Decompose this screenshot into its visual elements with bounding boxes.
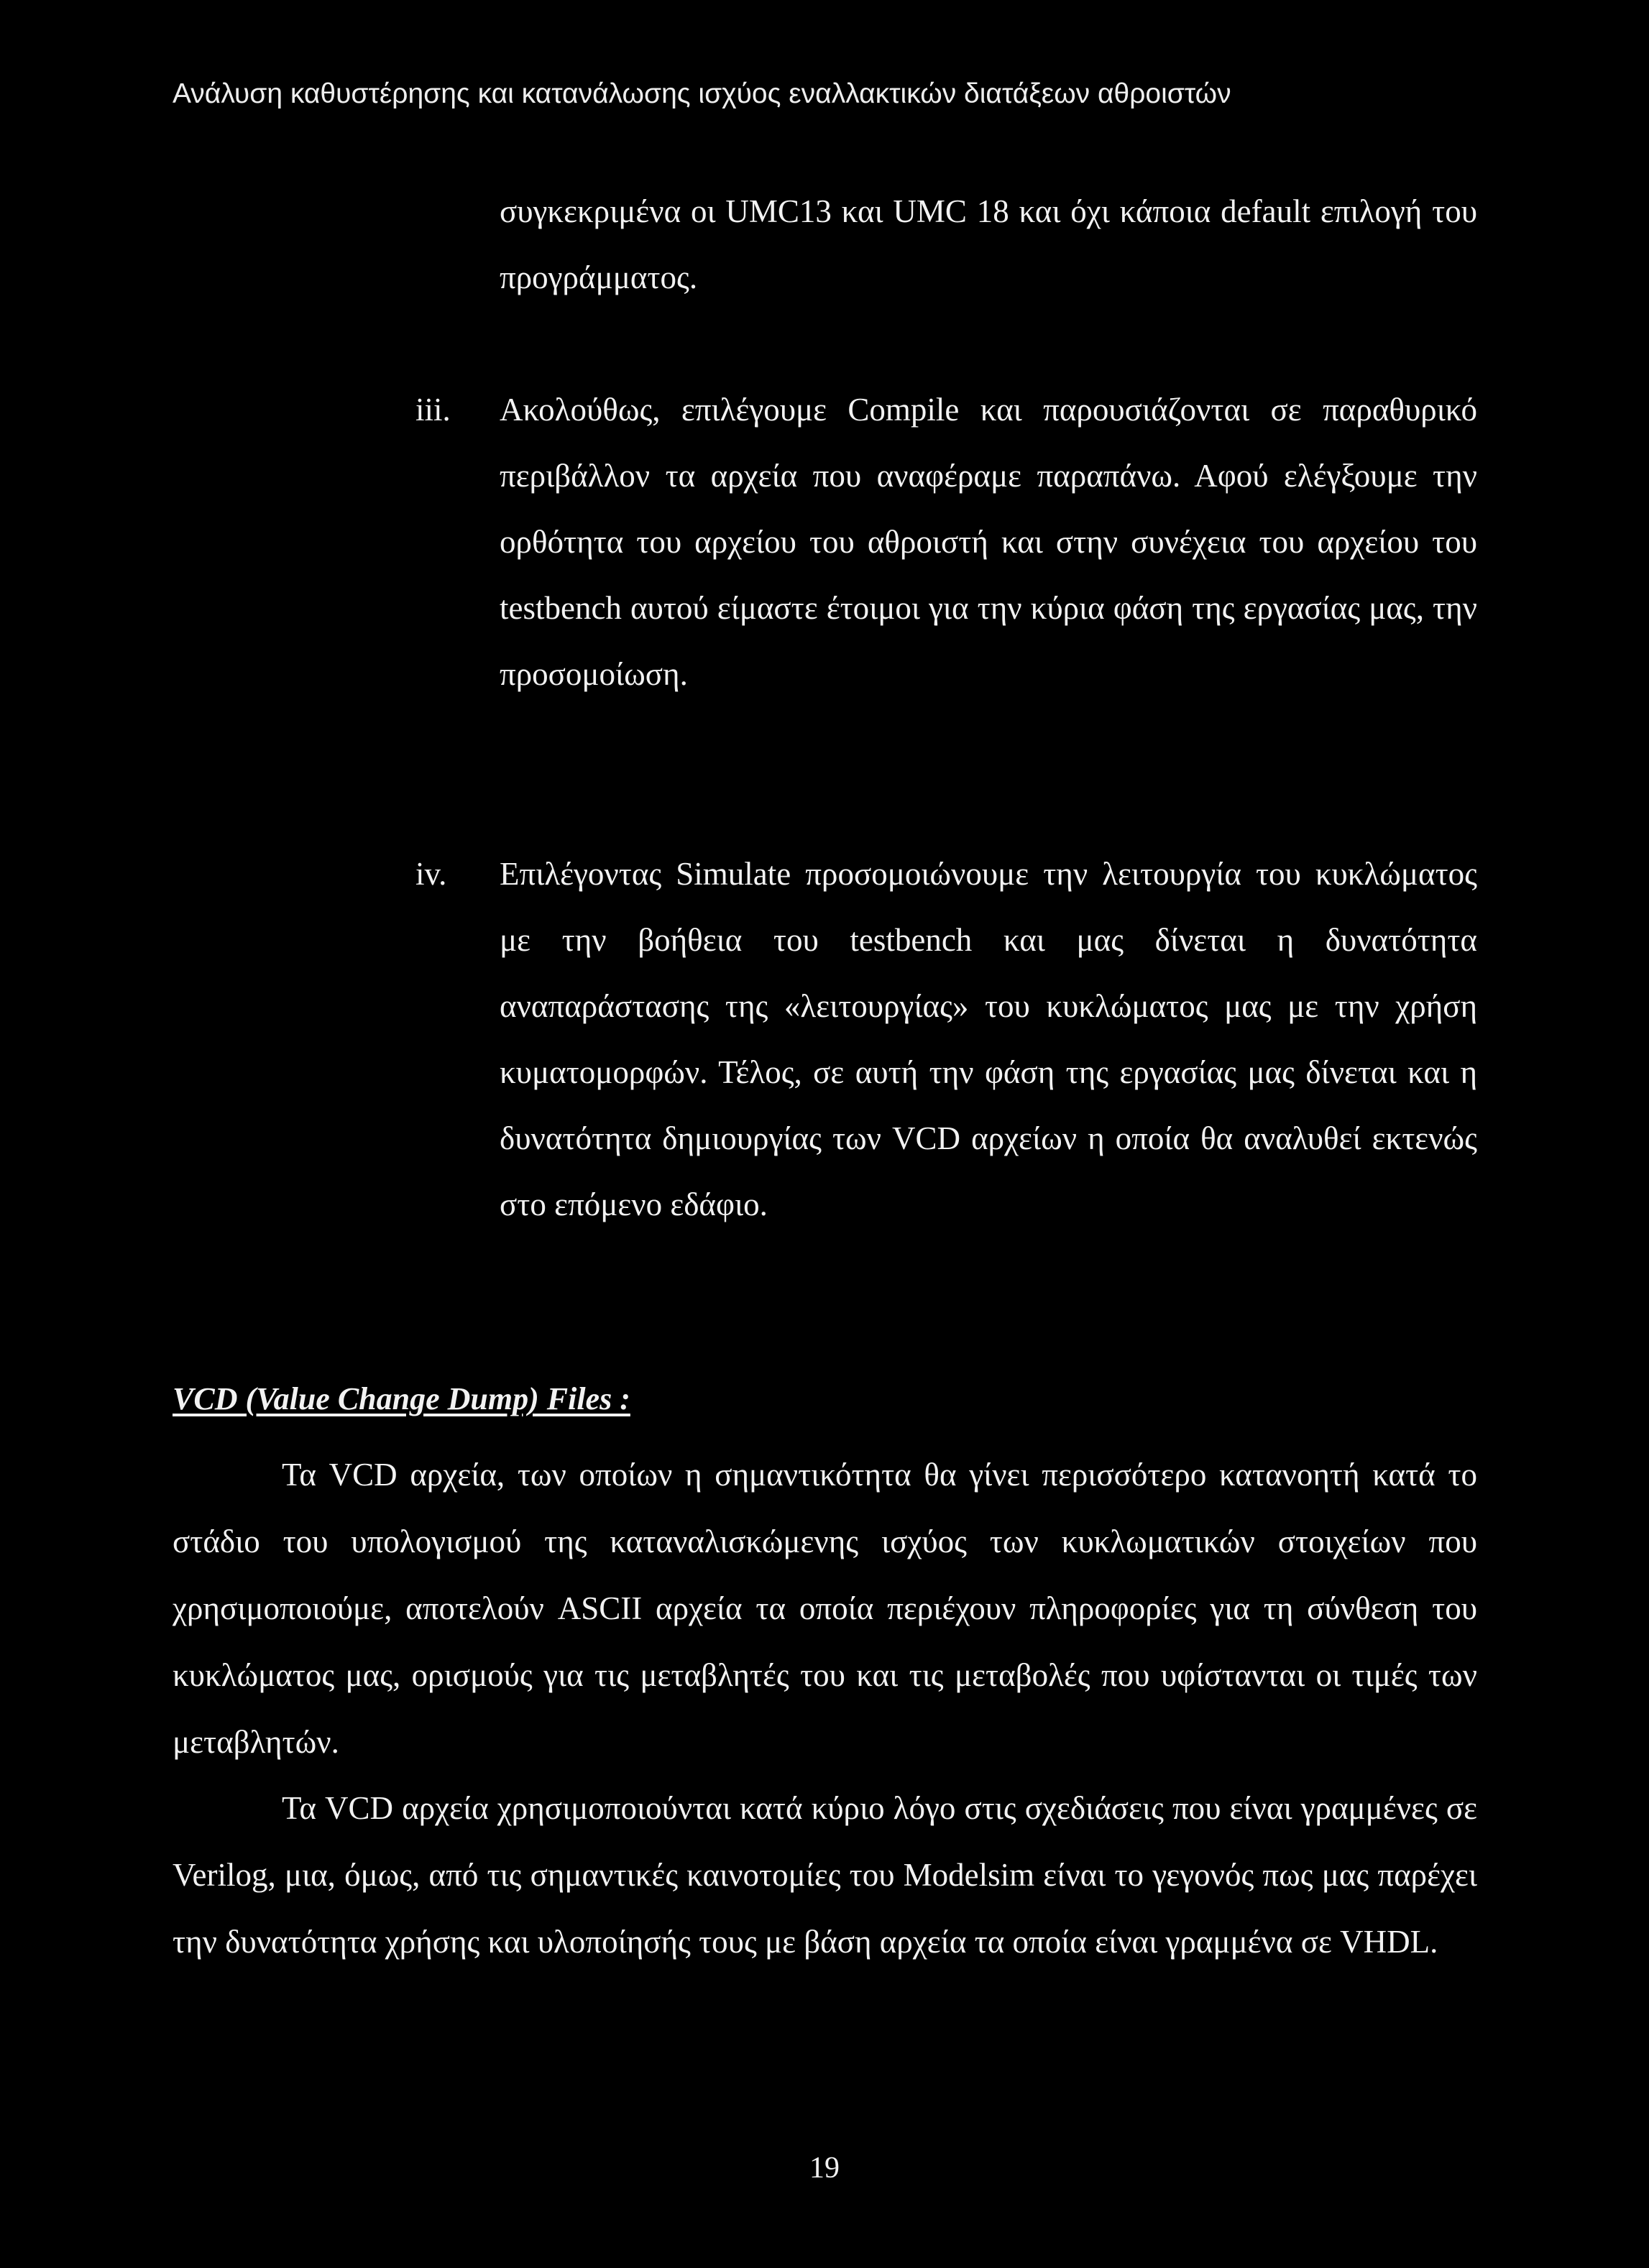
- list-item-text: Επιλέγοντας Simulate προσομοιώνουμε την λειτουργία του κυκλώματος με την βοήθεια του testbench και μας δίνεται η δυνατότητα αναπαράστασης της «λειτουργίας» του κυκλώματος μας με την χρήση κυματομορφών. Τέλος, σε αυτή την φάση της εργασίας μας δίνεται και η δυνατότητα δημιουργίας των VCD αρχείων η οποία θα αναλυθεί εκτενώς στο επόμενο εδάφιο.: [500, 856, 1477, 1222]
- list-marker-iv: iv.: [415, 856, 447, 892]
- list-item-iii: [500, 377, 1477, 707]
- list-item-iv: [500, 841, 1477, 1237]
- list-marker-iii: iii.: [415, 392, 451, 428]
- section-heading: VCD (Value Change Dump) Files :: [173, 1381, 630, 1416]
- running-header: Ανάλυση καθυστέρησης και κατανάλωσης ισχύος εναλλακτικών διατάξεων αθροιστών: [173, 78, 1231, 109]
- list-item-continuation: [500, 178, 1477, 310]
- page-number: 19: [809, 2152, 840, 2185]
- list-item-text: Ακολούθως, επιλέγουμε Compile και παρουσιάζονται σε παραθυρικό περιβάλλον τα αρχεία που αναφέραμε παραπάνω. Αφού ελέγξουμε την ορθότητα του αρχείου του αθροιστή και στην συνέχεια του αρχείου του testbench αυτού είμαστε έτοιμοι για την κύρια φάση της εργασίας μας, την προσομοίωση.: [500, 392, 1477, 692]
- body-paragraph: Τα VCD αρχεία χρησιμοποιούνται κατά κύριο λόγο στις σχεδιάσεις που είναι γραμμένες σε Verilog, μια, όμως, από τις σημαντικές καινοτομίες του Modelsim είναι το γεγονός πως μας παρέχει την δυνατότητα χρήσης και υλοποίησής τους με βάση αρχεία τα οποία είναι γραμμένα σε VHDL.: [173, 1790, 1477, 1960]
- body-paragraph: Τα VCD αρχεία, των οποίων η σημαντικότητα θα γίνει περισσότερο κατανοητή κατά το στάδιο του υπολογισμού της καταναλισκώμενης ισχύος των κυκλωματικών στοιχείων που χρησιμοποιούμε, αποτελούν ASCII αρχεία τα οποία περιέχουν πληροφορίες για τη σύνθεση του κυκλώματος μας, ορισμούς για τις μεταβλητές του και τις μεταβολές που υφίστανται οι τιμές των μεταβλητών.: [173, 1457, 1477, 1760]
- continuation-text: συγκεκριμένα οι UMC13 και UMC 18 και όχι κάποια default επιλογή του προγράμματος.: [500, 193, 1477, 295]
